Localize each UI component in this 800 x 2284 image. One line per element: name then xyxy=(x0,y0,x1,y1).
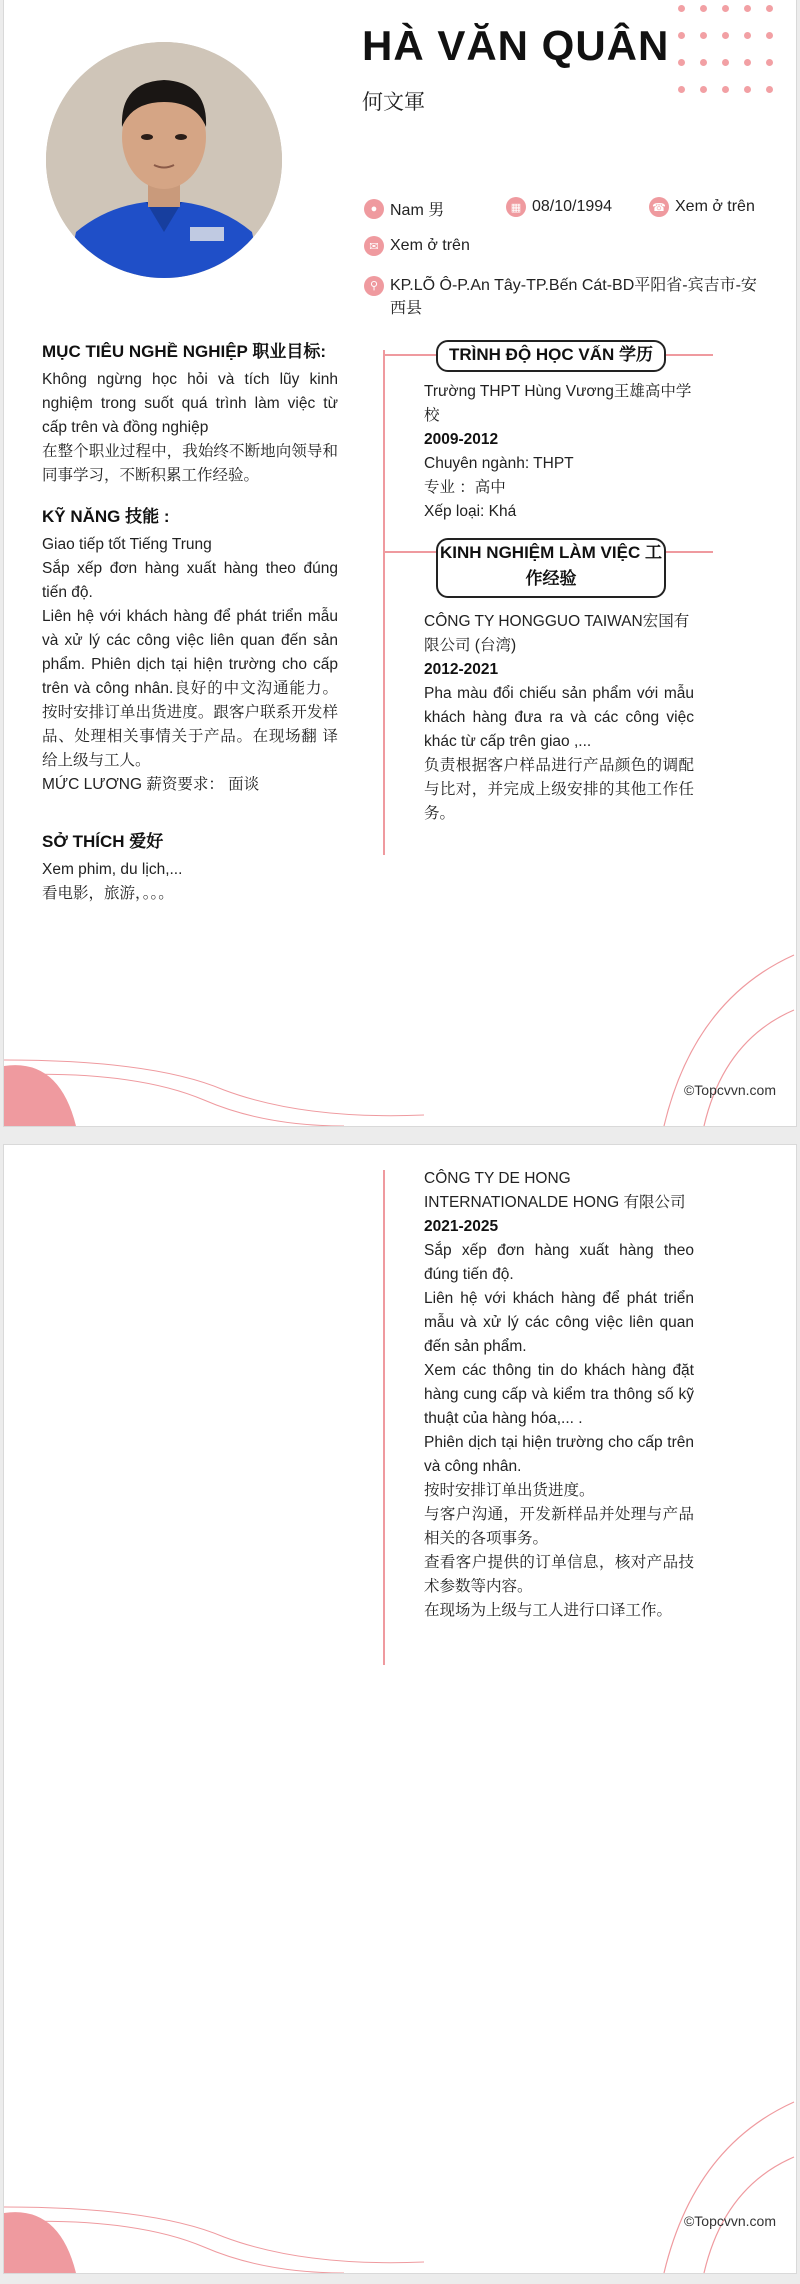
job-2-line-3: Xem các thông tin do khách hàng đặt hàng cung cấp và kiểm tra thông số kỹ thuật của hàng hóa,... . xyxy=(424,1362,694,1427)
phone-icon: ☎ xyxy=(649,197,669,217)
job-2-line-1: Sắp xếp đơn hàng xuất hàng theo đúng tiến độ. xyxy=(424,1242,694,1283)
skills-line-1: Giao tiếp tốt Tiếng Trung xyxy=(42,536,212,553)
timeline-line-2 xyxy=(383,1170,385,1665)
skills-section xyxy=(42,505,338,797)
job-2-line-4: Phiên dịch tại hiện trường cho cấp trên và công nhân. xyxy=(424,1434,694,1475)
education-section xyxy=(424,380,694,524)
skills-line-2: Sắp xếp đơn hàng xuất hàng theo đúng tiến độ. xyxy=(42,560,338,601)
job-2-line-6: 与客户沟通，开发新样品并处理与产品相关的各项事务。 xyxy=(424,1506,694,1547)
education-major-zh: 专业 ：高中 xyxy=(424,479,506,496)
contact-email xyxy=(364,236,470,256)
job-2-line-2: Liên hệ với khách hàng để phát triển mẫu và xử lý các công việc liên quan đến sản phẩm. xyxy=(424,1290,694,1355)
profile-photo xyxy=(46,42,282,278)
email-text: Xem ở trên xyxy=(390,237,470,254)
salary-text: MỨC LƯƠNG 薪资要求： 面谈 xyxy=(42,776,260,793)
hobbies-vi: Xem phim, du lịch,... xyxy=(42,861,183,878)
education-years: 2009-2012 xyxy=(424,431,499,448)
job-2-line-5: 按时安排订单出货进度。 xyxy=(424,1482,595,1499)
hobbies-title: SỞ THÍCH 爱好 xyxy=(42,832,164,851)
person-icon: ● xyxy=(364,199,384,219)
skills-title: KỸ NĂNG 技能 : xyxy=(42,507,170,526)
address-text: KP.LÕ Ô-P.An Tây-TP.Bến Cát-BD平阳省-宾吉市-安西县 xyxy=(390,277,757,317)
objective-text-vi: Không ngừng học hỏi và tích lũy kinh nghiệm trong suốt quá trình làm việc từ cấp trên và đồng nghiệp xyxy=(42,371,338,436)
objective-text-zh: 在整个职业过程中，我始终不断地向领导和同事学习，不断积累工作经验。 xyxy=(42,443,338,484)
education-school: Trường THPT Hùng Vương王雄高中学校 xyxy=(424,383,692,424)
objective-title: MỤC TIÊU NGHỀ NGHIỆP 职业目标: xyxy=(42,342,326,361)
job-2-years: 2021-2025 xyxy=(424,1218,499,1235)
experience-job-1 xyxy=(424,610,694,826)
education-grade: Xếp loại: Khá xyxy=(424,503,517,520)
experience-job-2 xyxy=(424,1167,694,1623)
job-1-desc-vi: Pha màu đổi chiếu sản phẩm với mẫu khách hàng đưa ra và các công việc khác từ cấp trên giao ,... xyxy=(424,685,694,750)
gender-text: Nam 男 xyxy=(390,202,445,219)
decorative-waves xyxy=(4,940,796,1126)
job-1-years: 2012-2021 xyxy=(424,661,499,678)
skills-line-3: Liên hệ với khách hàng để phát triển mẫu và xử lý các công việc liên quan đến sản phẩm. Phiên dịch tại hiện trường cho cấp trên và công nhân.良好的中文沟通能力。按时安排订单出货进度。跟客户联系开发样品、处理相关事情关于产品。在现场翻 译给上级与工人。 xyxy=(42,608,338,769)
contact-birthdate xyxy=(506,197,612,217)
candidate-chinese-name: 何文軍 xyxy=(362,91,425,114)
contact-address xyxy=(364,274,764,320)
phone-text: Xem ở trên xyxy=(675,198,755,215)
experience-title-box: KINH NGHIỆM LÀM VIỆC 工作经验 xyxy=(436,538,666,598)
timeline-line xyxy=(383,350,385,855)
calendar-icon: ▦ xyxy=(506,197,526,217)
job-1-company: CÔNG TY HONGGUO TAIWAN宏国有限公司 (台湾) xyxy=(424,613,690,654)
cv-page-1 xyxy=(4,0,796,1126)
contact-phone xyxy=(649,197,755,217)
footer-brand-2: ©Topcvvn.com xyxy=(683,2213,776,2229)
job-2-line-7: 查看客户提供的订单信息，核对产品技术参数等内容。 xyxy=(424,1554,694,1595)
job-1-desc-zh: 负责根据客户样品进行产品颜色的调配与比对，并完成上级安排的其他工作任务。 xyxy=(424,757,694,822)
job-2-line-8: 在现场为上级与工人进行口译工作。 xyxy=(424,1602,673,1619)
hobbies-zh: 看电影，旅游，。。。 xyxy=(42,885,174,902)
objective-section xyxy=(42,340,338,488)
candidate-name: HÀ VĂN QUÂN xyxy=(362,22,670,69)
decorative-waves-2 xyxy=(4,2087,796,2273)
education-major: Chuyên ngành: THPT xyxy=(424,455,574,472)
birthdate-text: 08/10/1994 xyxy=(532,198,613,215)
hobbies-section xyxy=(42,830,338,906)
contact-gender xyxy=(364,197,444,220)
dot-pattern xyxy=(678,5,774,93)
footer-brand: ©Topcvvn.com xyxy=(683,1082,776,1098)
cv-page-2 xyxy=(4,1145,796,2273)
person-portrait-icon xyxy=(46,42,282,278)
location-pin-icon: ⚲ xyxy=(364,276,384,296)
education-title-box: TRÌNH ĐỘ HỌC VẤN 学历 xyxy=(436,340,666,372)
envelope-icon: ✉ xyxy=(364,236,384,256)
job-2-company: CÔNG TY DE HONG INTERNATIONALDE HONG 有限公司 xyxy=(424,1170,686,1211)
